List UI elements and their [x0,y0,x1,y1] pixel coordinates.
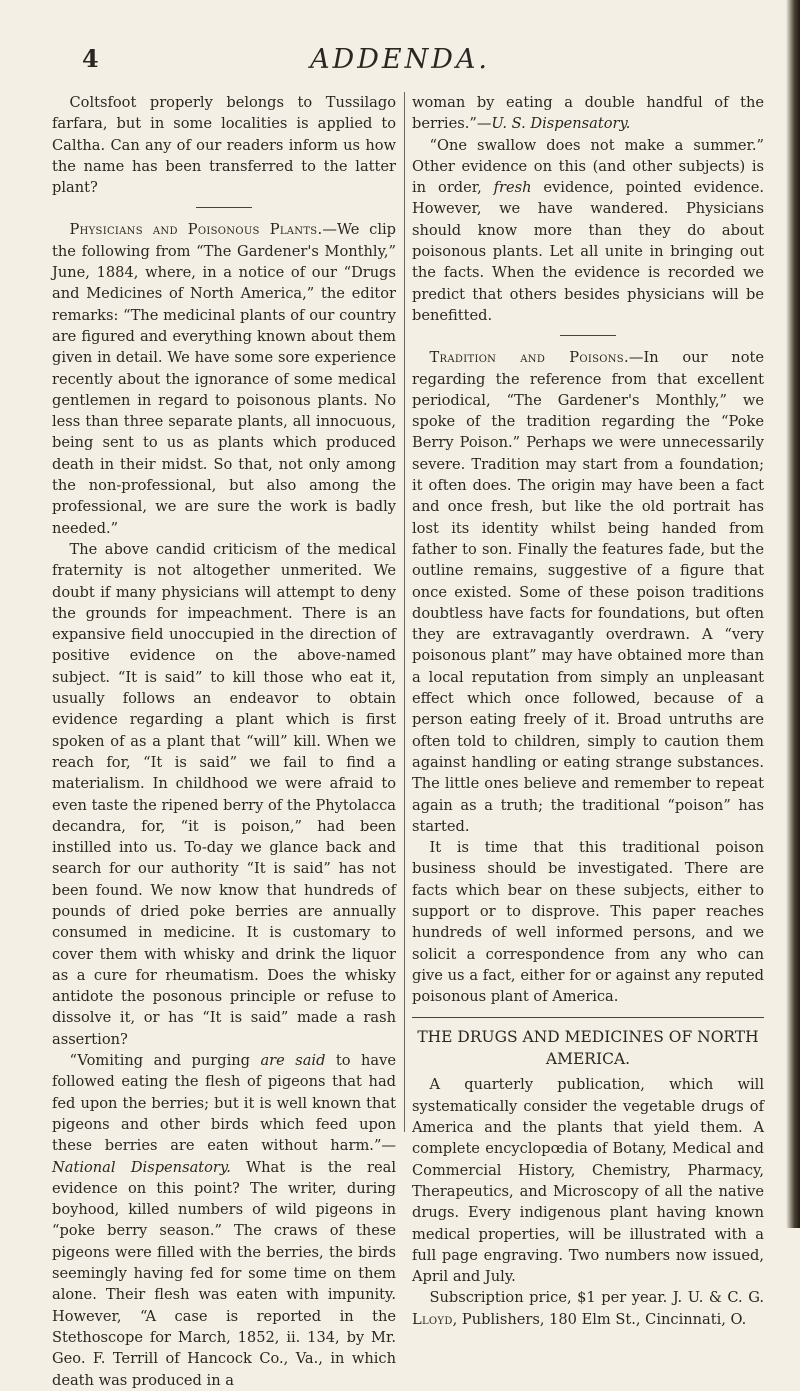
right-column [412,92,764,1330]
advert-heading: THE DRUGS AND MEDICINES OF NORTH AMERICA. [417,1028,759,1069]
section-rule [560,335,616,336]
paragraph-vomiting: “Vomiting and purging are said to have followed eating the flesh of pigeons that had fed upon the berries; but it is well known that pigeons and other birds which feed upon these berries are eaten without harm.”—National Dispensatory. What is the real evidence on this point? The writer, during boyhood, killed numbers of wild pigeons in “poke berry season.” The craws of these pigeons were filled with the berries, the birds seemingly having fed for some time on them alone. Their flesh was eaten with impunity. However, “A case is reported in the Stethoscope for March, 1852, ii. 134, by Mr. Geo. F. Terrill of Hancock Co., Va., in which death was produced in a [52,1052,396,1389]
page-header [0,44,800,84]
section-rule [196,207,252,208]
paragraph-physicians: Physicians and Poisonous Plants.—We clip the following from “The Gardener's Monthly,” June, 1884, where, in a notice of our “Drugs and Medicines of North America,” the editor remarks: “The medicinal plants of our country are figured and everything known about them given in detail. We have some sore experience recently about the ignorance of some medical gentlemen in regard to poisonous plants. No less than three separate plants, all innocuous, being sent to us as plants which produced death in their midst. So that, not only among the non-professional, but also among the professional, we are sure the work is badly needed.” [52,221,396,537]
left-column [52,92,396,1391]
paragraph-continued: woman by eating a double handful of the berries.”—U. S. Dispensatory. [412,94,764,133]
paragraph-tradition: Tradition and Poisons.—In our note regarding the reference from that excellent periodical, “The Gardener's Monthly,” we spoke of the tradition regarding the “Poke Berry Poison.” Perhaps we were unnecessarily severe. Tradition may start from a foundation; it often does. The origin may have been a fact and once fresh, but like the old portrait has lost its identity whilst being handed from father to son. Finally the features fade, but the outline remains, suggestive of a figure that once existed. Some of these poison traditions doubtless have facts for foundations, but often they are extravagantly overdrawn. A “very poisonous plant” may have obtained more than a local reputation from simply an unpleasant effect which once followed, because of a person eating freely of it. Broad untruths are often told to children, simply to caution them against handling or eating strange substances. The little ones believe and remember to repeat again as a truth; the traditional “poison” has started. [412,349,764,835]
paragraph-criticism: The above candid criticism of the medical fraternity is not altogether unmerited. We doubt if many physicians will attempt to deny the grounds for impeachment. There is an expansive field unoccupied in the direction of positive evidence on the above-named subject. “It is said” to kill those who eat it, usually follows an endeavor to obtain evidence regarding a plant which is first spoken of as a plant that “will” kill. When we reach for, “It is said” we fail to find a materialism. In childhood we were afraid to even taste the ripened berry of the Phytolacca decandra, for, “it is poison,” had been instilled into us. To-day we glance back and search for our authority “It is said” has not been found. We now know that hundreds of pounds of dried poke berries are annually consumed in medicine. It is customary to cover them with whisky and drink the liquor as a cure for rheumatism. Does the whisky antidote the posonous principle or refuse to dissolve it, or has “It is said” made a rash assertion? [52,540,396,1048]
paragraph-investigation: It is time that this traditional poison business should be investigated. There are facts which bear on these subjects, either to support or to disprove. This paper reaches hundreds of well informed persons, and we solicit a correspondence from any who can give us a fact, either for or against any reputed poisonous plant of America. [412,839,764,1006]
column-divider [404,92,405,1132]
advert-text: A quarterly publication, which will systematically consider the vegetable drugs of America and the plants that yield them. A complete encyclopœdia of Botany, Medical and Commercial History, Chemistry, Pharmacy, Therapeutics, and Microscopy of all the native drugs. Every indigenous plant having known medical properties, will be illustrated with a full page engraving. Two numbers now issued, April and July. [412,1076,764,1286]
running-head: ADDENDA. [310,44,490,75]
advert-rule [412,1017,764,1018]
paragraph-coltsfoot: Coltsfoot properly belongs to Tussilago farfara, but in some localities is applied to Caltha. Can any of our readers inform us how the name has been transferred to the latter plant? [52,94,396,197]
section-heading-physicians: Physicians and Poisonous Plants. [69,221,323,239]
page-edge-shadow [786,0,800,1228]
page-number: 4 [82,44,99,73]
advert-subscription: Subscription price, $1 per year. J. U. & C. G. Lloyd, Publishers, 180 Elm St., Cincinnati, O. [412,1289,764,1328]
paragraph-one-swallow: “One swallow does not make a summer.” Other evidence on this (and other subjects) is in order, fresh evidence, pointed evidence. However, we have wandered. Physicians should know more than they do about poisonous plants. Let all unite in bringing out the facts. When the evidence is recorded we predict that others besides physicians will be benefitted. [412,136,764,324]
section-heading-tradition: Tradition and Poisons. [429,349,629,367]
